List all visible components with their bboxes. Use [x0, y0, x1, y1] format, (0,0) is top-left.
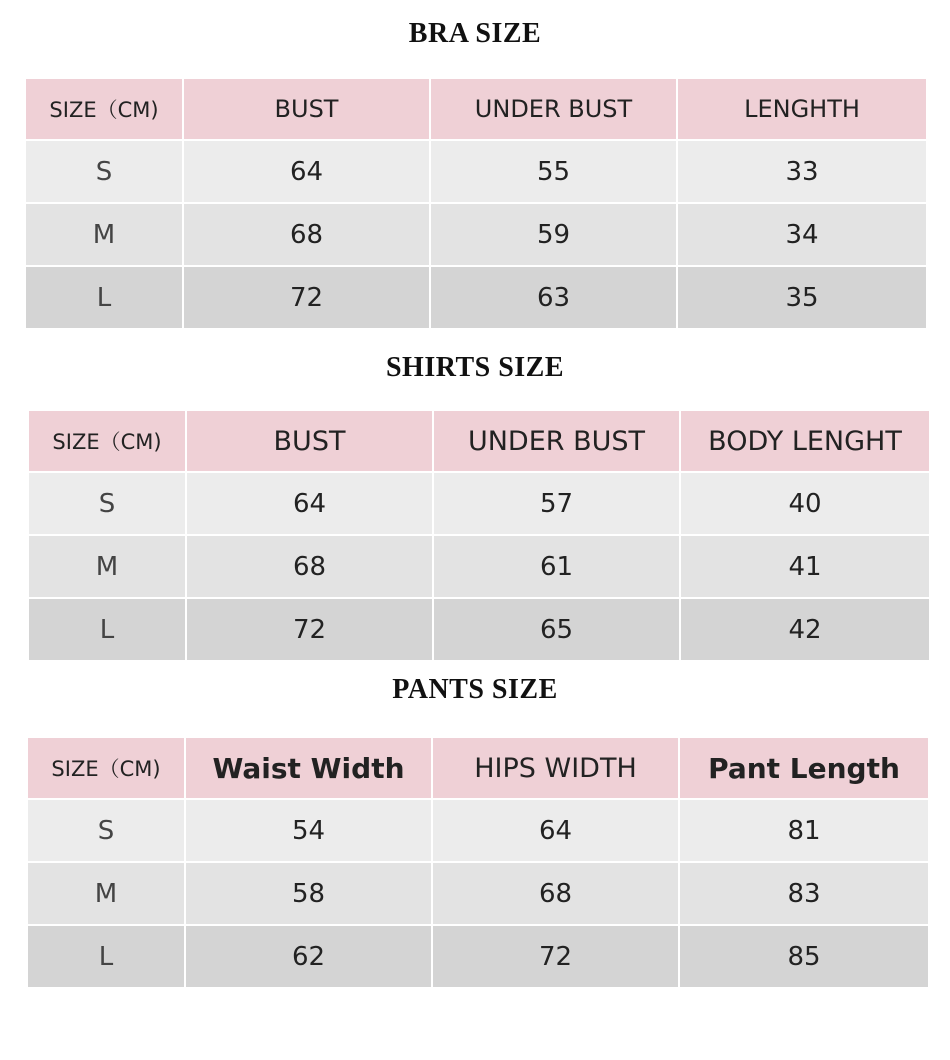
table-cell: 57 [433, 472, 680, 535]
table-row [25, 140, 927, 203]
table-cell: 64 [186, 472, 433, 535]
table-cell: 33 [677, 140, 927, 203]
table-cell: 41 [680, 535, 930, 598]
pant-length-column-header: Pant Length [679, 737, 929, 799]
size-label: S [27, 799, 185, 862]
size-label: M [25, 203, 183, 266]
table-cell: 40 [680, 472, 930, 535]
size-column-header: SIZE（CM) [25, 78, 183, 140]
bust-column-header: BUST [186, 410, 433, 472]
table-cell: 68 [183, 203, 430, 266]
body-length-column-header: BODY LENGHT [680, 410, 930, 472]
size-column-header: SIZE（CM) [28, 410, 186, 472]
table-cell: 35 [677, 266, 927, 329]
shirts-size-title: SHIRTS SIZE [385, 352, 565, 383]
size-label: M [28, 535, 186, 598]
table-cell: 85 [679, 925, 929, 988]
length-column-header: LENGHTH [677, 78, 927, 140]
table-cell: 64 [183, 140, 430, 203]
table-row [28, 472, 930, 535]
table-row [27, 799, 929, 862]
table-cell: 68 [432, 862, 679, 925]
size-label: L [25, 266, 183, 329]
table-row [28, 598, 930, 661]
table-cell: 68 [186, 535, 433, 598]
under-bust-column-header: UNDER BUST [433, 410, 680, 472]
bust-column-header: BUST [183, 78, 430, 140]
bra-size-table [24, 77, 928, 330]
table-cell: 64 [432, 799, 679, 862]
pants-size-title: PANTS SIZE [392, 674, 558, 705]
table-cell: 72 [432, 925, 679, 988]
under-bust-column-header: UNDER BUST [430, 78, 677, 140]
table-cell: 62 [185, 925, 432, 988]
table-row [27, 862, 929, 925]
table-cell: 42 [680, 598, 930, 661]
table-header-row [28, 410, 930, 472]
size-label: S [25, 140, 183, 203]
bra-size-title: BRA SIZE [408, 18, 542, 49]
size-label: S [28, 472, 186, 535]
table-cell: 65 [433, 598, 680, 661]
pants-size-table [26, 736, 930, 989]
table-cell: 61 [433, 535, 680, 598]
table-row [25, 203, 927, 266]
table-cell: 55 [430, 140, 677, 203]
table-cell: 72 [186, 598, 433, 661]
table-row [28, 535, 930, 598]
table-header-row [25, 78, 927, 140]
size-label: M [27, 862, 185, 925]
table-cell: 81 [679, 799, 929, 862]
waist-width-column-header: Waist Width [185, 737, 432, 799]
table-cell: 83 [679, 862, 929, 925]
shirts-size-table [27, 409, 931, 662]
size-label: L [28, 598, 186, 661]
table-header-row [27, 737, 929, 799]
size-column-header: SIZE（CM) [27, 737, 185, 799]
table-cell: 72 [183, 266, 430, 329]
table-cell: 54 [185, 799, 432, 862]
table-row [25, 266, 927, 329]
table-row [27, 925, 929, 988]
table-cell: 58 [185, 862, 432, 925]
table-cell: 34 [677, 203, 927, 266]
table-cell: 59 [430, 203, 677, 266]
size-label: L [27, 925, 185, 988]
table-cell: 63 [430, 266, 677, 329]
hips-width-column-header: HIPS WIDTH [432, 737, 679, 799]
